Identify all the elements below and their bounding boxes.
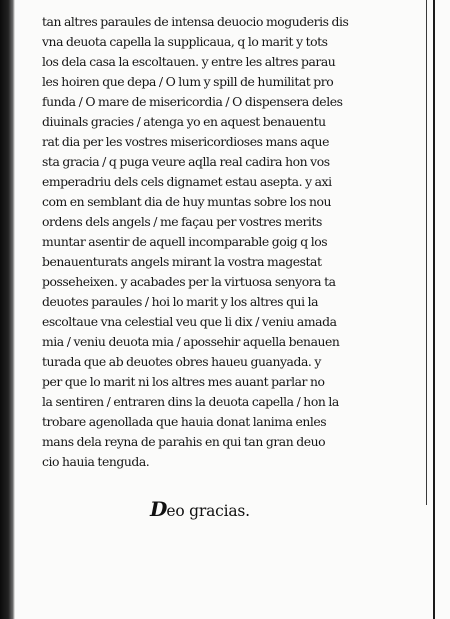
text-line: ordens dels angels / me façau per vostres merits <box>42 214 322 229</box>
text-line: turada que ab deuotes obres haueu guanyada. y <box>42 354 321 369</box>
text-line: les hoiren que depa / O lum y spill de humilitat pro <box>42 74 334 89</box>
text-line: escoltaue vna celestial veu que li dix / veniu amada <box>42 314 337 329</box>
text-line: vna deuota capella la supplicaua, q lo marit y tots <box>42 34 328 49</box>
text-line: deuotes paraules / hoi lo marit y los altres qui la <box>42 294 319 309</box>
text-line: emperadriu dels cels dignamet estau asepta. y axi <box>42 174 332 189</box>
text-line: la sentiren / entraren dins la deuota capella / hon la <box>42 394 339 409</box>
text-line: mans dela reyna de parahis en qui tan gran deuo <box>42 434 326 449</box>
text-line: rat dia per les vostres misericordioses mans aque <box>42 134 329 149</box>
scan-binding-shadow <box>0 0 15 619</box>
margin-rule-outer <box>433 0 435 619</box>
colophon-initial: D <box>150 497 167 521</box>
text-line: mia / veniu deuota mia / apossehir aquella benauen <box>42 334 340 349</box>
text-line: muntar asentir de aquell incomparable goig q los <box>42 234 328 249</box>
colophon <box>150 497 330 523</box>
text-line: benauenturats angels mirant la vostra magestat <box>42 254 322 269</box>
text-line: sta gracia / q puga veure aqlla real cadira hon vos <box>42 154 330 169</box>
margin-rule-inner <box>426 0 427 505</box>
text-line: com en semblant dia de huy muntas sobre los nou <box>42 194 332 209</box>
text-line: cio hauia tenguda. <box>42 454 150 469</box>
text-line: per que lo marit ni los altres mes auant parlar no <box>42 374 325 389</box>
text-line: los dela casa la escoltauen. y entre les altres parau <box>42 54 336 69</box>
text-line: diuinals gracies / atenga yo en aquest benauentu <box>42 114 326 129</box>
text-line: trobare agenollada que hauia donat lanima enles <box>42 414 327 429</box>
text-line: funda / O mare de misericordia / O dispensera deles <box>42 94 343 109</box>
text-line: posseheixen. y acabades per la virtuosa senyora ta <box>42 274 336 289</box>
body-text <box>42 12 414 472</box>
colophon-text: eo gracias. <box>166 502 250 520</box>
text-line: tan altres paraules de intensa deuocio moguderis dis <box>42 14 349 29</box>
